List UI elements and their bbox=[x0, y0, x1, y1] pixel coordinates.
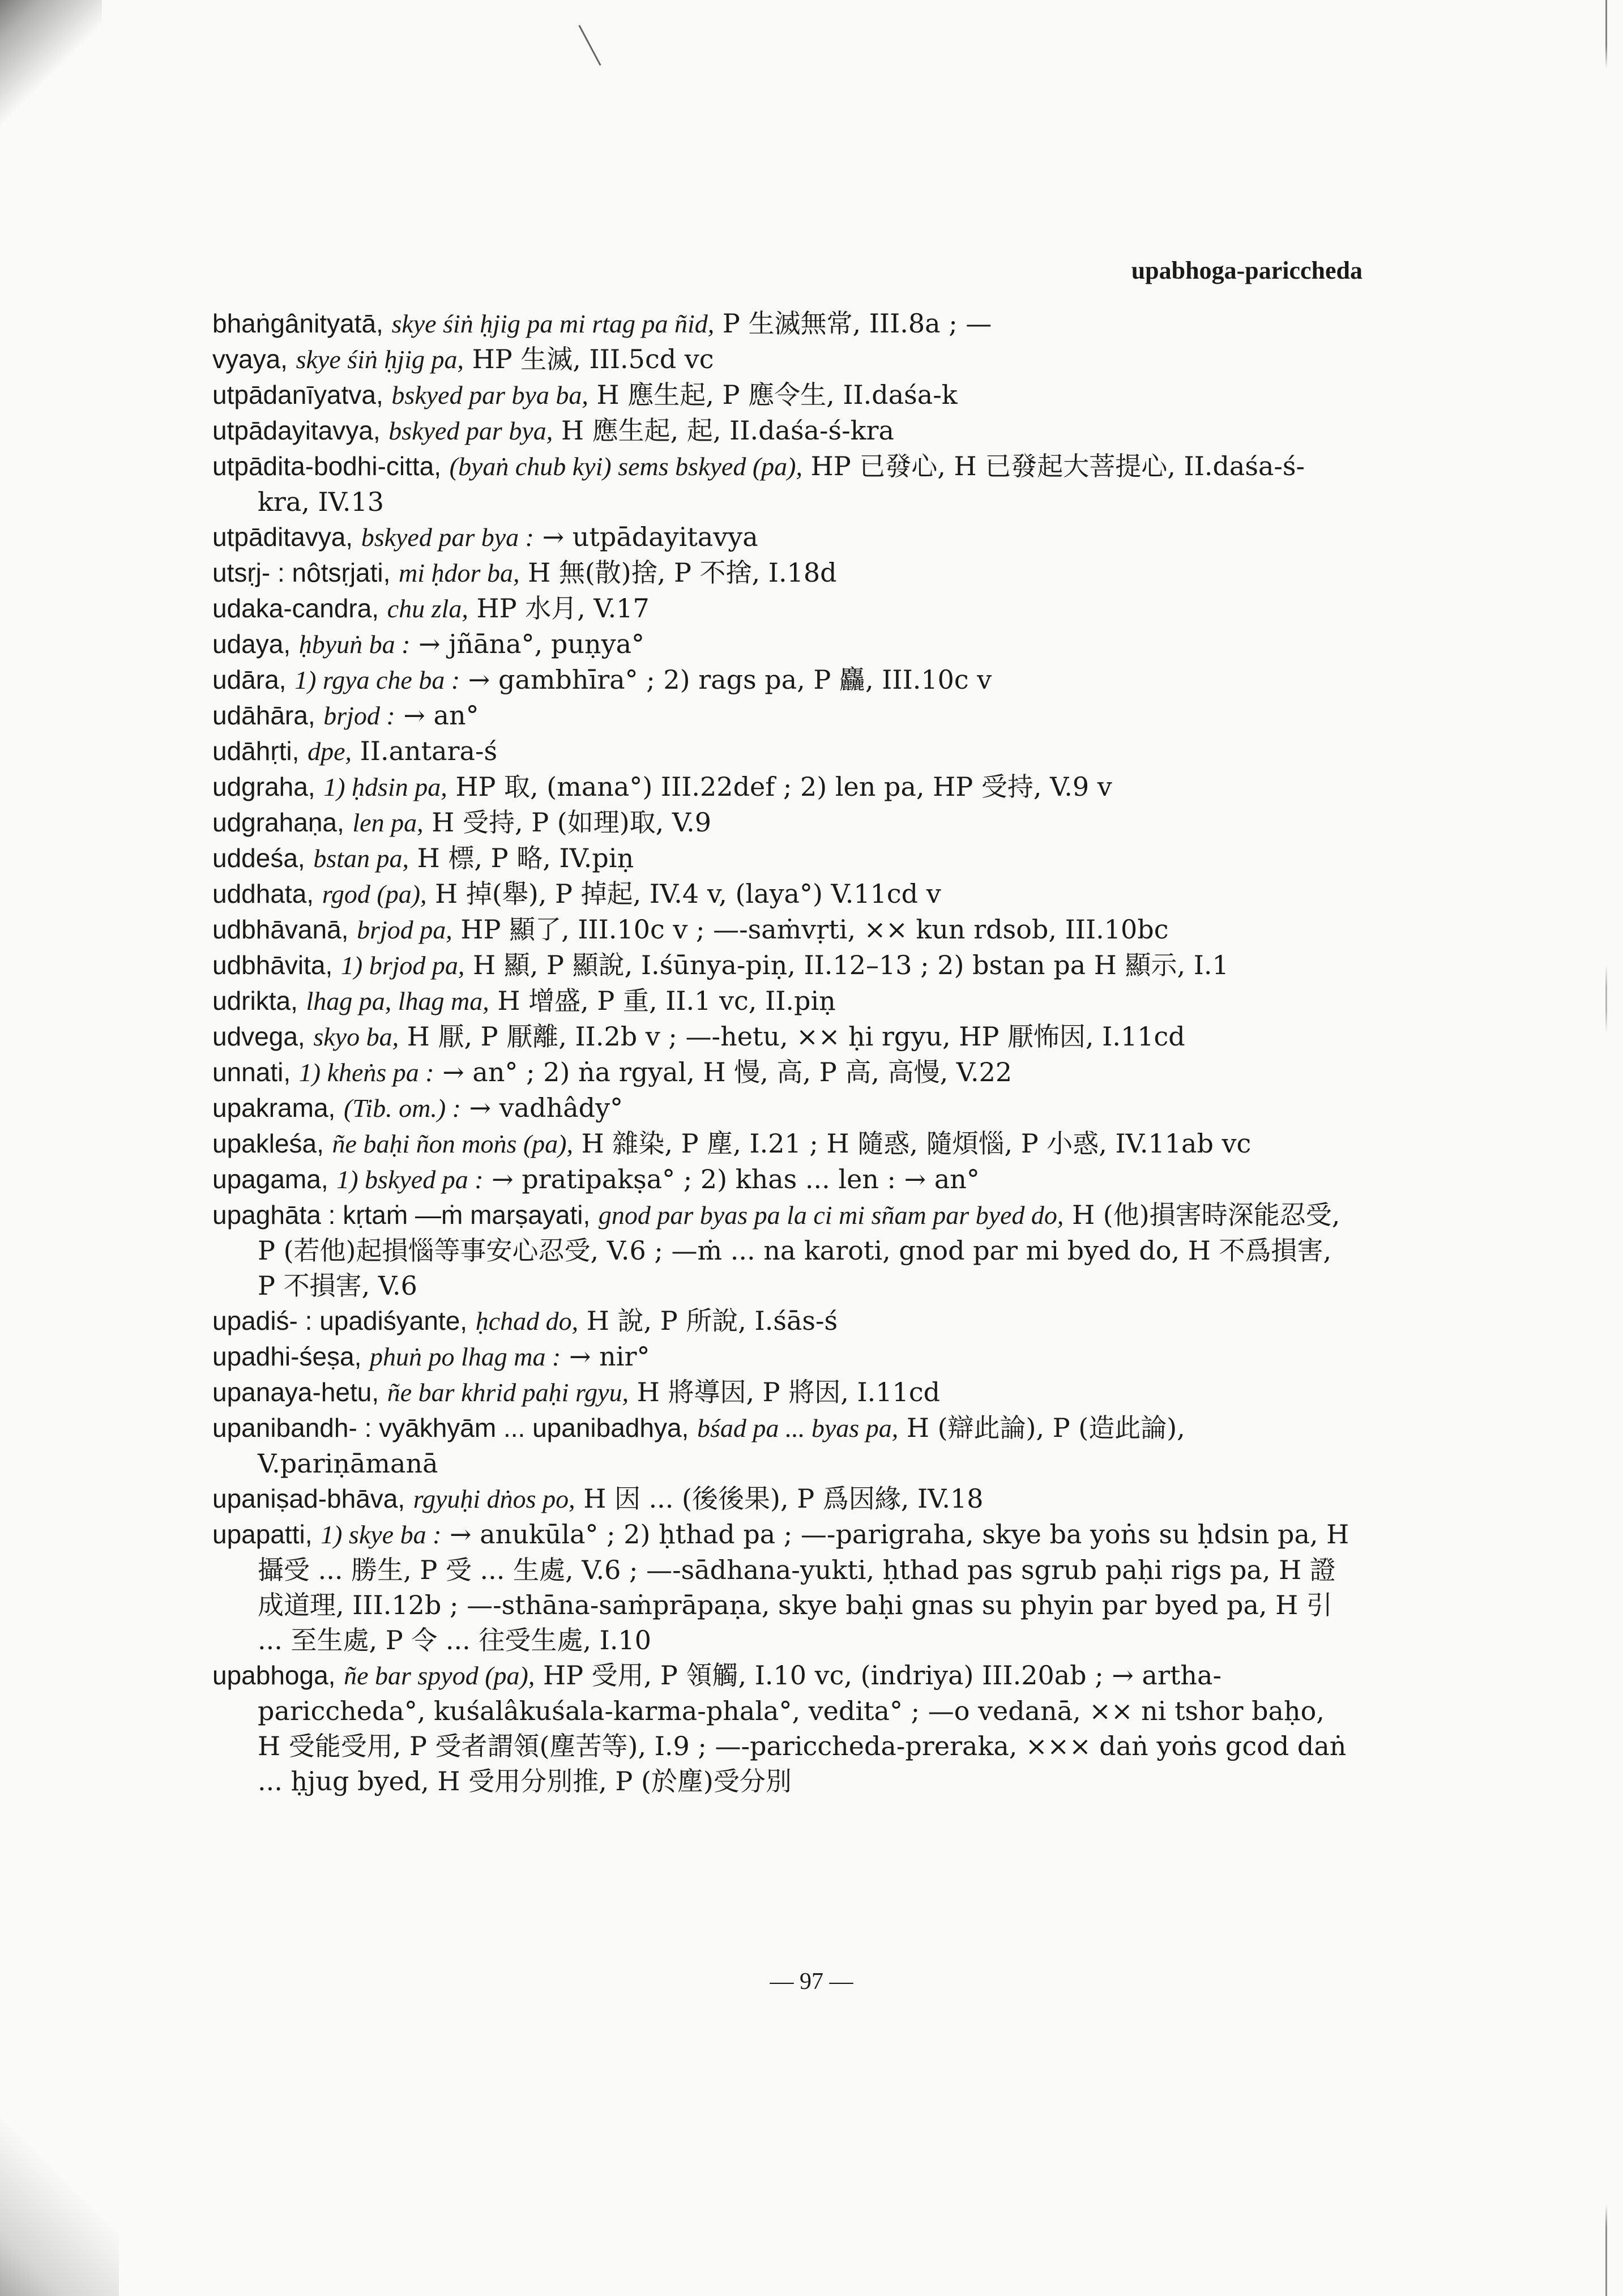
entry bbox=[212, 912, 1351, 948]
entry-tibetan: skye śiṅ ḥjig pa, bbox=[296, 345, 464, 374]
entry-headword: upakleśa, bbox=[212, 1129, 324, 1158]
page-number: — 97 — bbox=[770, 1969, 853, 1995]
entry-tibetan: 1) skye ba : bbox=[321, 1520, 442, 1549]
entry bbox=[212, 1481, 1351, 1517]
entry-tibetan: bśad pa ... byas pa, bbox=[697, 1414, 899, 1443]
entry-headword: unnati, bbox=[212, 1057, 291, 1087]
entry-gloss: H 增盛, P 重, II.1 vc, II.piṇ bbox=[497, 985, 836, 1016]
entry bbox=[212, 769, 1351, 805]
entry-gloss: → utpādayitavya bbox=[542, 522, 758, 552]
entry-headword: udbhāvita, bbox=[212, 950, 333, 980]
entry-headword: udgrahaṇa, bbox=[212, 808, 344, 837]
entry-headword: udāhṛti, bbox=[212, 736, 300, 766]
entry-tibetan: 1) bskyed pa : bbox=[336, 1165, 484, 1194]
entry-headword: udāra, bbox=[212, 665, 287, 694]
scan-mark bbox=[578, 25, 601, 66]
entry-gloss: H 因 ... (後後果), P 爲因緣, IV.18 bbox=[583, 1483, 984, 1514]
entry bbox=[212, 449, 1351, 519]
entry bbox=[212, 519, 1351, 555]
entry-headword: upadhi-śeṣa, bbox=[212, 1342, 362, 1371]
entry-gloss: → nir° bbox=[569, 1341, 650, 1372]
entry bbox=[212, 948, 1351, 983]
entry bbox=[212, 1055, 1351, 1090]
entry-headword: udbhāvanā, bbox=[212, 915, 349, 944]
entry-headword: udgraha, bbox=[212, 772, 315, 801]
entry bbox=[212, 1410, 1351, 1481]
entry-tibetan: 1) rgya che ba : bbox=[294, 665, 460, 694]
entry-gloss: HP 已發心, H 已發起大菩提心, II.daśa-ś-kra, IV.13 bbox=[258, 451, 1305, 517]
entry-tibetan: ñe baḥi ñon moṅs (pa), bbox=[332, 1129, 574, 1158]
entry bbox=[212, 342, 1351, 377]
entry-headword: upapatti, bbox=[212, 1520, 313, 1549]
entry bbox=[212, 1517, 1351, 1658]
entry bbox=[212, 413, 1351, 449]
entry-headword: udāhāra, bbox=[212, 701, 315, 730]
entry bbox=[212, 983, 1351, 1019]
entry-tibetan: gnod par byas pa la ci mi sñam par byed do, bbox=[598, 1201, 1064, 1230]
entry bbox=[212, 876, 1351, 912]
entry bbox=[212, 1303, 1351, 1339]
entry-gloss: → gambhīra° ; 2) rags pa, P 麤, III.10c v bbox=[468, 664, 992, 695]
entry-gloss: H 說, P 所說, I.śās-ś bbox=[586, 1305, 838, 1336]
entry-gloss: H 無(散)捨, P 不捨, I.18d bbox=[528, 557, 837, 588]
entry-gloss: H (他)損害時深能忍受, P (若他)起損惱等事安心忍受, V.6 ; —ṁ ... na karoti, gnod par mi byed do, H 不爲損害, P 不損害, V.6 bbox=[258, 1200, 1340, 1301]
entry-headword: vyaya, bbox=[212, 344, 288, 374]
entry bbox=[212, 733, 1351, 769]
entry-tibetan: (Tib. om.) : bbox=[343, 1094, 461, 1123]
entry bbox=[212, 1375, 1351, 1410]
entry-gloss: H 應生起, 起, II.daśa-ś-kra bbox=[561, 415, 894, 446]
entry bbox=[212, 840, 1351, 876]
entry-gloss: → vadhâdy° bbox=[469, 1092, 623, 1123]
entry-gloss: HP 顯了, III.10c v ; —-saṁvṛti, ×× kun rdsob, III.10bc bbox=[460, 914, 1169, 945]
entry-headword: upagama, bbox=[212, 1164, 328, 1194]
scan-shadow-bottom-left bbox=[0, 2109, 119, 2296]
entry-headword: upanibandh- : vyākhyām ... upanibadhya, bbox=[212, 1413, 689, 1443]
entry-tibetan: ñe bar khrid paḥi rgyu, bbox=[387, 1378, 629, 1407]
entry-headword: udrikta, bbox=[212, 986, 298, 1015]
entry bbox=[212, 1162, 1351, 1197]
entry-tibetan: bskyed par bya : bbox=[361, 523, 534, 552]
entry-gloss: HP 受用, P 領觸, I.10 vc, (indriya) III.20ab ; → artha-pariccheda°, kuśalâkuśala-karma-phala°, vedita° ; —o vedanā, ×× ni tshor baḥo, H 受能受用, P 受者謂領(塵苦等), I.9 ; —-pariccheda-preraka, ××× daṅ yoṅs gcod daṅ ... ḥjug byed, H 受用分別推, P (於塵)受分別 bbox=[258, 1660, 1347, 1796]
entry-gloss: H 受持, P (如理)取, V.9 bbox=[432, 807, 711, 838]
entry-gloss: H 雜染, P 塵, I.21 ; H 隨惑, 隨煩惱, P 小惑, IV.11ab vc bbox=[581, 1128, 1252, 1159]
entry-gloss: H 將導因, P 將因, I.11cd bbox=[637, 1377, 941, 1407]
entry bbox=[212, 1126, 1351, 1162]
entry-headword: bhaṅgânityatā, bbox=[212, 309, 383, 338]
entry-gloss: H (辯此論), P (造此論), V.pariṇāmanā bbox=[258, 1412, 1185, 1479]
entry bbox=[212, 306, 1351, 342]
entry-gloss: H 顯, P 顯說, I.śūnya-piṇ, II.12–13 ; 2) bstan pa H 顯示, I.1 bbox=[473, 950, 1229, 980]
entry bbox=[212, 626, 1351, 662]
entry-headword: udvega, bbox=[212, 1022, 305, 1051]
entry-gloss: HP 生滅, III.5cd vc bbox=[472, 344, 714, 374]
entry-tibetan: rgyuḥi dṅos po, bbox=[413, 1484, 575, 1513]
entry-tibetan: bskyed par bya ba, bbox=[391, 381, 588, 409]
scan-edge-right bbox=[1605, 0, 1607, 2296]
entry-headword: upabhoga, bbox=[212, 1661, 336, 1690]
entry-gloss: HP 取, (mana°) III.22def ; 2) len pa, HP 受持, V.9 v bbox=[455, 771, 1112, 802]
entry-gloss: H 標, P 略, IV.piṇ bbox=[417, 843, 634, 873]
entry-tibetan: 1) kheṅs pa : bbox=[298, 1058, 434, 1087]
entry-gloss: H 掉(舉), P 掉起, IV.4 v, (laya°) V.11cd v bbox=[435, 878, 941, 909]
entry-tibetan: dpe, bbox=[307, 737, 352, 766]
entry bbox=[212, 555, 1351, 591]
entry-gloss: → an° ; 2) ṅa rgyal, H 慢, 高, P 高, 高慢, V.22 bbox=[442, 1057, 1013, 1087]
entry-tibetan: brjod pa, bbox=[357, 915, 452, 944]
entry-tibetan: (byaṅ chub kyi) sems bskyed (pa), bbox=[449, 452, 802, 481]
entry-headword: uddhata, bbox=[212, 879, 314, 908]
running-head: upabhoga-pariccheda bbox=[1131, 257, 1363, 284]
entry-headword: utsṛj- : nôtsṛjati, bbox=[212, 558, 391, 587]
entry-tibetan: 1) brjod pa, bbox=[340, 951, 465, 980]
entry-tibetan: skyo ba, bbox=[313, 1022, 399, 1051]
entry-tibetan: ñe bar spyod (pa), bbox=[344, 1661, 535, 1690]
entry-tibetan: bskyed par bya, bbox=[388, 416, 553, 445]
entry-headword: upakrama, bbox=[212, 1093, 336, 1123]
entry-gloss: → anukūla° ; 2) ḥthad pa ; —-parigraha, skye ba yoṅs su ḥdsin pa, H 攝受 ... 勝生, P 受 ... 生處, V.6 ; —-sādhana-yukti, ḥthad pas sgrub paḥi rigs pa, H 證成道理, III.12b ; —-sthāna-saṁprāpaṇa, skye baḥi gnas su phyin par byed pa, H 引 ... 至生處, P 令 ... 往受生處, I.10 bbox=[258, 1519, 1349, 1655]
entry bbox=[212, 805, 1351, 840]
entry-tibetan: chu zla, bbox=[387, 594, 468, 623]
entry-headword: utpādanīyatva, bbox=[212, 380, 383, 409]
entry bbox=[212, 1658, 1351, 1799]
entry-headword: udaya, bbox=[212, 629, 291, 659]
entry-gloss: H 應生起, P 應令生, II.daśa-k bbox=[596, 379, 958, 410]
entry bbox=[212, 591, 1351, 626]
entry bbox=[212, 1339, 1351, 1375]
entry-tibetan: phuṅ po lhag ma : bbox=[370, 1342, 561, 1371]
entry-tibetan: mi ḥdor ba, bbox=[399, 558, 520, 587]
entry-gloss: → jñāna°, puṇya° bbox=[418, 629, 645, 659]
entry-headword: utpādayitavya, bbox=[212, 416, 381, 445]
entry-tibetan: ḥbyuṅ ba : bbox=[298, 630, 411, 659]
entry-headword: utpāditavya, bbox=[212, 522, 353, 552]
entry-gloss: H 厭, P 厭離, II.2b v ; —-hetu, ×× ḥi rgyu, HP 厭怖因, I.11cd bbox=[407, 1021, 1185, 1052]
entry bbox=[212, 662, 1351, 698]
entry-gloss: P 生滅無常, III.8a ; — bbox=[722, 308, 992, 339]
scan-shadow-top-left bbox=[0, 0, 102, 130]
entry-gloss: → pratipakṣa° ; 2) khas ... len : → an° bbox=[492, 1164, 980, 1194]
entry-gloss: HP 水月, V.17 bbox=[476, 593, 650, 624]
entry bbox=[212, 1090, 1351, 1126]
entry-gloss: II.antara-ś bbox=[360, 736, 498, 766]
entry bbox=[212, 1019, 1351, 1055]
entry-tibetan: bstan pa, bbox=[313, 844, 409, 873]
entry-tibetan: brjod : bbox=[323, 701, 395, 730]
entry-tibetan: len pa, bbox=[352, 808, 424, 837]
entry-headword: utpādita-bodhi-citta, bbox=[212, 451, 442, 481]
entry-gloss: → an° bbox=[403, 700, 479, 731]
entry-headword: upadiś- : upadiśyante, bbox=[212, 1306, 468, 1335]
entry-headword: upaghāta : kṛtaṁ —ṁ marṣayati, bbox=[212, 1200, 591, 1230]
entry bbox=[212, 377, 1351, 413]
entry-headword: uddeśa, bbox=[212, 843, 305, 873]
entry-tibetan: rgod (pa), bbox=[322, 880, 427, 908]
entry-tibetan: skye śiṅ ḥjig pa mi rtag pa ñid, bbox=[391, 309, 715, 338]
entry-tibetan: ḥchad do, bbox=[475, 1307, 579, 1335]
dictionary-entries bbox=[212, 306, 1351, 1799]
entry-headword: upanaya-hetu, bbox=[212, 1377, 379, 1407]
entry-headword: upaniṣad-bhāva, bbox=[212, 1484, 405, 1513]
entry bbox=[212, 1197, 1351, 1303]
entry-tibetan: lhag pa, lhag ma, bbox=[306, 987, 489, 1015]
entry-headword: udaka-candra, bbox=[212, 594, 379, 623]
entry bbox=[212, 698, 1351, 733]
entry-tibetan: 1) ḥdsin pa, bbox=[323, 773, 447, 801]
